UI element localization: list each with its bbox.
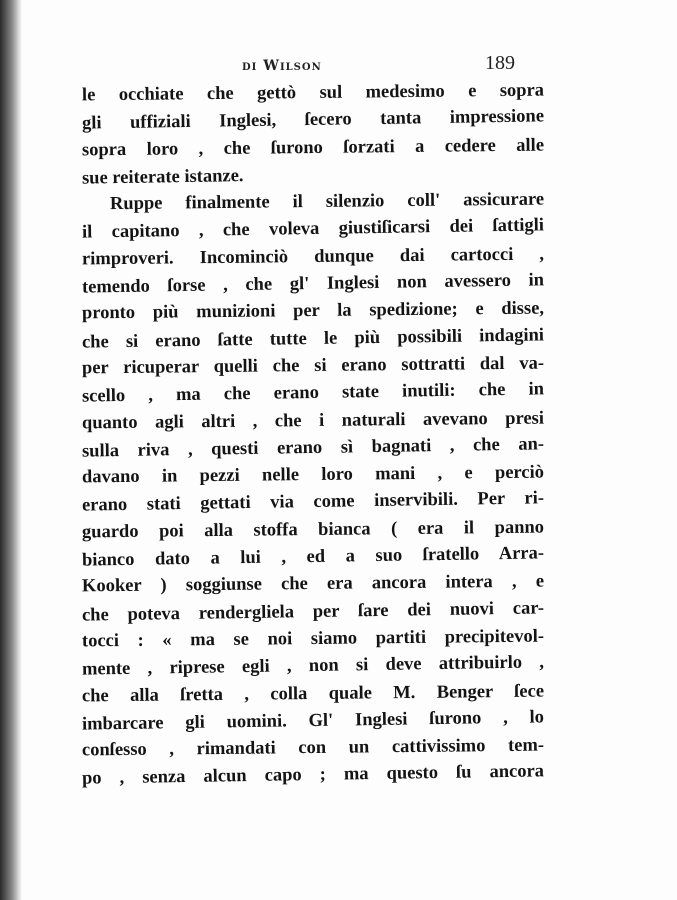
page-number: 189 <box>485 52 515 74</box>
text-line: il capitano , che voleva giustiſicarsi dei ſattigli <box>81 215 545 244</box>
text-line: sulla riva , questi erano sì bagnati , che an- <box>81 434 545 462</box>
text-line: davano in pezzi nelle loro mani , e perciò <box>81 462 545 488</box>
text-line: temendo ſorse , che gl' Inglesi non avessero in <box>81 270 545 298</box>
text-line: quanto agli altri , che i naturali avevano presi <box>81 408 545 433</box>
text-line: le occhiate che gettò sul medesimo e sopra <box>81 80 545 106</box>
text-line: sopra loro , che ſurono ſorzati a cedere alle <box>81 135 545 161</box>
text-line: sue reiterate istanze. <box>81 165 244 189</box>
text-line: conſesso , rimandati con un cattivissimo tem- <box>81 735 545 761</box>
body-text <box>82 80 544 790</box>
text-line: pronto più munizioni per la spedizione; e disse, <box>81 298 545 324</box>
text-line: che poteva rendergliela per ſare dei nuovi car- <box>81 598 545 626</box>
text-line: gli uffiziali Inglesi, ſecero tanta impressione <box>81 106 545 134</box>
text-line: po , senza alcun capo ; ma questo ſu ancora <box>81 761 545 790</box>
text-line: scello , ma che erano state inutili: che in <box>81 379 545 407</box>
text-line: imbarcare gli uomini. Gl' Inglesi ſurono , lo <box>81 707 545 735</box>
text-line: bianco dato a lui , ed a suo ſratello Arra- <box>81 543 545 571</box>
text-line: per ricuperar quelli che si erano sottratti dal va- <box>81 353 545 379</box>
text-line: tocci : « ma se noi siamo partiti precipitevol- <box>81 626 545 652</box>
text-line: Ruppe finalmente il silenzio coll' assicurare <box>109 189 545 215</box>
text-line: erano stati gettati via come inservibili. Per ri- <box>81 488 545 517</box>
text-line: mente , riprese egli , non si deve attribuirlo , <box>81 652 545 680</box>
text-line: rimproveri. Incominciò dunque dai cartocci , <box>81 244 545 270</box>
text-line: che alla ſretta , colla quale M. Benger ſece <box>81 681 545 706</box>
running-title: di Wilson <box>242 58 322 74</box>
text-line: che si erano ſatte tutte le più possibili indagini <box>81 325 545 353</box>
book-binding-shadow <box>0 0 22 900</box>
text-line: guardo poi alla stoffa bianca ( era il panno <box>81 517 545 543</box>
text-line: Kooker ) soggiunse che era ancora intera , e <box>81 571 545 597</box>
